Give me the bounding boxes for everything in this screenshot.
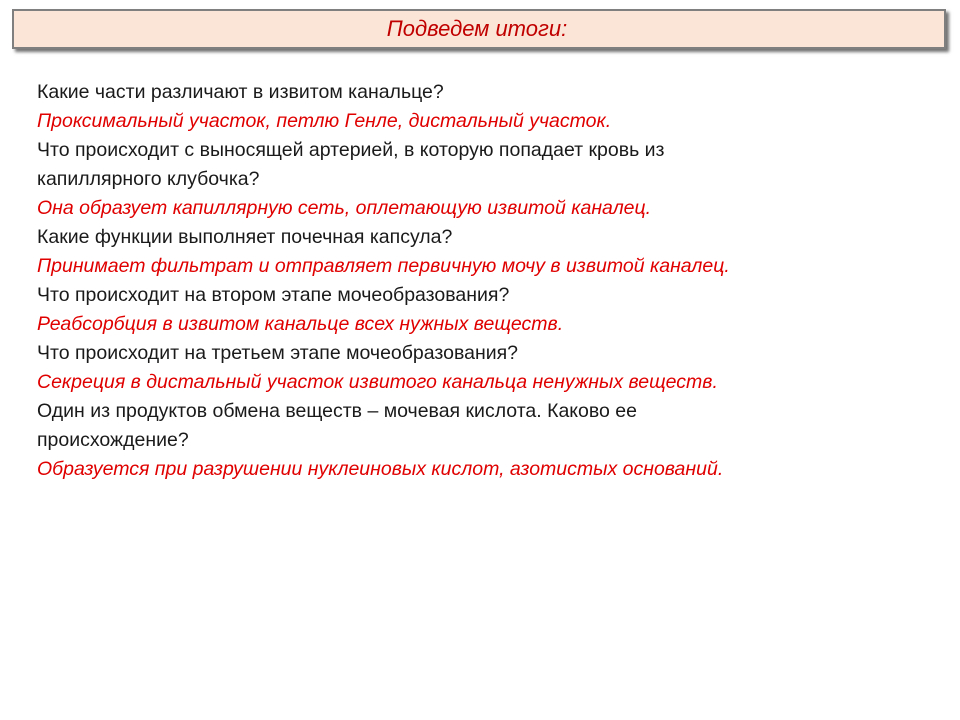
slide-content bbox=[37, 78, 917, 484]
answer-line: Образуется при разрушении нуклеиновых кислот, азотистых оснований. bbox=[37, 458, 724, 480]
question-line: Что происходит на втором этапе мочеобразования? bbox=[37, 284, 510, 306]
question-line: Какие части различают в извитом канальце? bbox=[37, 81, 444, 103]
answer-line: Секреция в дистальный участок извитого канальца ненужных веществ. bbox=[37, 371, 718, 393]
answer-line: Принимает фильтрат и отправляет первичную мочу в извитой каналец. bbox=[37, 255, 730, 277]
question-line: Что происходит с выносящей артерией, в которую попадает кровь из bbox=[37, 139, 665, 161]
question-line: Какие функции выполняет почечная капсула? bbox=[37, 226, 453, 248]
question-line: Один из продуктов обмена веществ – мочевая кислота. Каково ее bbox=[37, 400, 637, 422]
question-line: капиллярного клубочка? bbox=[37, 168, 260, 190]
answer-line: Реабсорбция в извитом канальце всех нужных веществ. bbox=[37, 313, 564, 335]
answer-line: Проксимальный участок, петлю Генле, дистальный участок. bbox=[37, 110, 612, 132]
question-line: Что происходит на третьем этапе мочеобразования? bbox=[37, 342, 519, 364]
answer-line: Она образует капиллярную сеть, оплетающую извитой каналец. bbox=[37, 197, 652, 219]
slide-title: Подведем итоги: bbox=[386, 16, 568, 41]
slide-title-box bbox=[12, 9, 946, 49]
question-line: происхождение? bbox=[37, 429, 189, 451]
